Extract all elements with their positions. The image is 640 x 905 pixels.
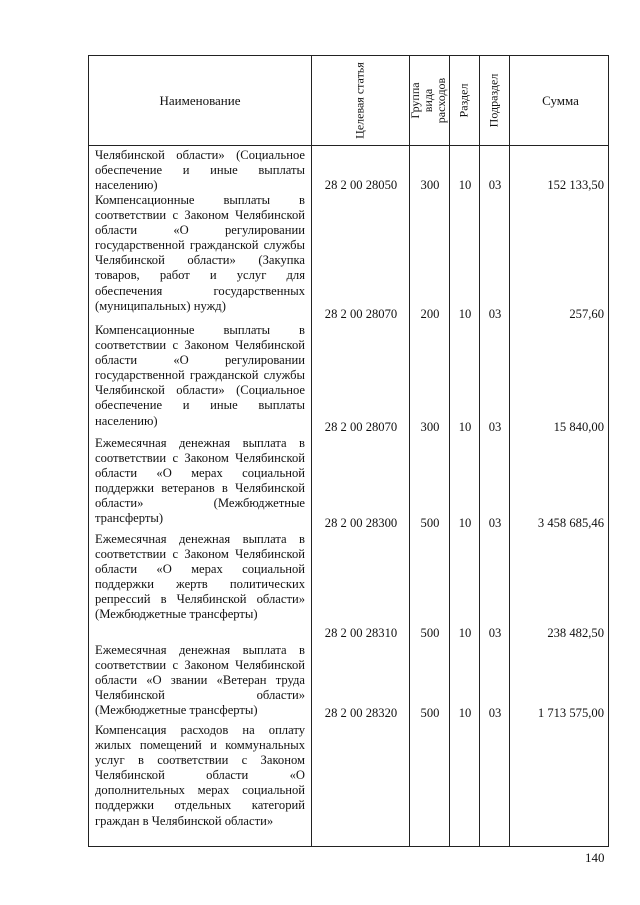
row-code: 28 2 00 28070 (324, 307, 398, 321)
header-target: Целевая статья (352, 62, 367, 139)
row-code: 28 2 00 28320 (324, 706, 398, 720)
row-sum: 257,60 (569, 307, 604, 321)
header-name: Наименование (159, 92, 241, 108)
row-group: 300 (420, 178, 440, 192)
column-divider (311, 56, 312, 846)
row-name: Ежемесячная денежная выплата в соответствии с Законом Челябинской области «О мерах социальной поддержки жертв политических репрессий в Челябинской области» (Межбюджетные трансферты) (95, 532, 305, 622)
row-subsection: 03 (488, 516, 502, 530)
row-group: 500 (420, 706, 440, 720)
row-subsection: 03 (488, 420, 502, 434)
row-section: 10 (458, 516, 472, 530)
row-code: 28 2 00 28070 (324, 420, 398, 434)
header-subsection: Подраздел (486, 73, 501, 128)
row-group: 500 (420, 626, 440, 640)
row-sum: 238 482,50 (547, 626, 604, 640)
row-code: 28 2 00 28050 (324, 178, 398, 192)
row-section: 10 (458, 307, 472, 321)
header-divider (89, 145, 608, 146)
row-code: 28 2 00 28310 (324, 626, 398, 640)
column-divider (449, 56, 450, 846)
row-section: 10 (458, 626, 472, 640)
row-sum: 1 713 575,00 (537, 706, 604, 720)
row-group: 300 (420, 420, 440, 434)
row-group: 200 (420, 307, 440, 321)
row-subsection: 03 (488, 307, 502, 321)
column-divider (409, 56, 410, 846)
row-section: 10 (458, 178, 472, 192)
row-section: 10 (458, 420, 472, 434)
header-sum: Сумма (542, 92, 579, 108)
row-group: 500 (420, 516, 440, 530)
row-sum: 15 840,00 (553, 420, 604, 434)
row-name: Компенсация расходов на оплату жилых помещений и коммунальных услуг в соответствии с Законом Челябинской области «О дополнительных мерах социальной поддержки отдельных категорий граждан в Челябинской области» (95, 723, 305, 828)
page-number: 140 (585, 850, 605, 865)
column-divider (509, 56, 510, 846)
header-section: Раздел (456, 83, 471, 118)
row-name: Ежемесячная денежная выплата в соответствии с Законом Челябинской области «О звании «Ветеран труда Челябинской области» (Межбюджетные трансферты) (95, 643, 305, 718)
row-name: Челябинской области» (Социальное обеспечение и иные выплаты населению) (95, 148, 305, 193)
row-name: Ежемесячная денежная выплата в соответствии с Законом Челябинской области «О мерах социальной поддержки ветеранов в Челябинской области» (Межбюджетные трансферты) (95, 436, 305, 526)
row-sum: 3 458 685,46 (537, 516, 604, 530)
row-code: 28 2 00 28300 (324, 516, 398, 530)
row-sum: 152 133,50 (547, 178, 604, 192)
row-subsection: 03 (488, 626, 502, 640)
row-subsection: 03 (488, 178, 502, 192)
header-group: Группа вида расходов (408, 77, 449, 124)
row-name: Компенсационные выплаты в соответствии с Законом Челябинской области «О регулировании государственной гражданской службы Челябинской области» (Социальное обеспечение и иные выплаты населению) (95, 323, 305, 428)
column-divider (479, 56, 480, 846)
row-section: 10 (458, 706, 472, 720)
row-name: Компенсационные выплаты в соответствии с Законом Челябинской области «О регулировании государственной гражданской службы Челябинской области» (Закупка товаров, работ и услуг для обеспечения государственных (муниципальных) нужд) (95, 193, 305, 313)
row-subsection: 03 (488, 706, 502, 720)
budget-table (88, 55, 609, 847)
